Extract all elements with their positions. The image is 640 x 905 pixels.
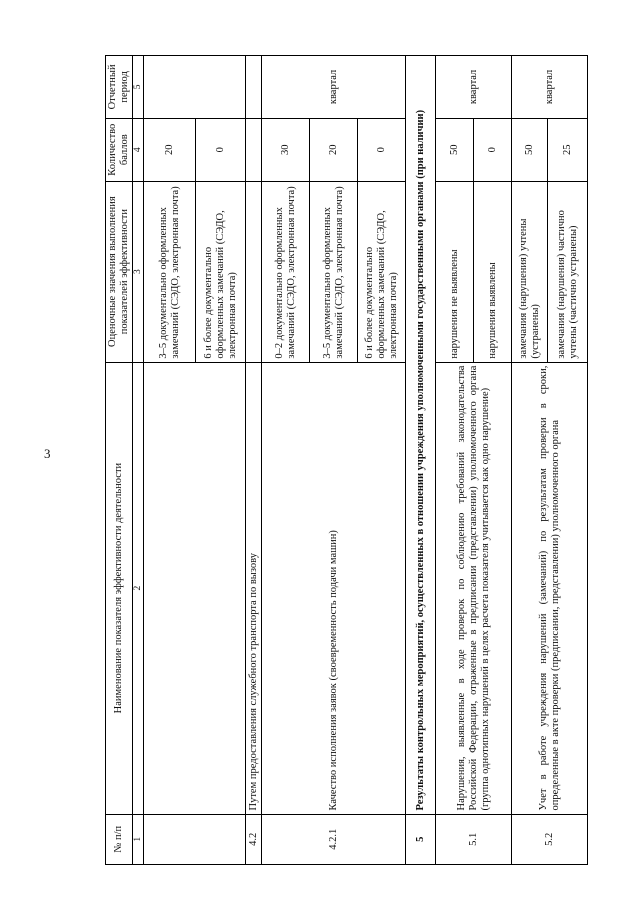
col-number: 1 [132, 814, 144, 864]
value-cell: 3–5 документально оформленных замечаний (СЭДО, электронная почта) [144, 181, 196, 362]
period-cell [144, 56, 246, 119]
value-cell: 6 и более документально оформленных замечаний (СЭДО, электронная почта) [196, 181, 246, 362]
row-num-cell: 5.1 [436, 814, 512, 864]
value-cell: нарушения не выявлены [436, 181, 474, 362]
performance-indicators-table [105, 55, 588, 865]
points-cell: 0 [196, 118, 246, 181]
row-num-cell: 4.2 [246, 814, 262, 864]
table-row [512, 56, 548, 865]
row-num-cell [144, 814, 246, 864]
column-number-row [132, 56, 144, 865]
period-cell: квартал [512, 56, 588, 119]
points-cell: 0 [358, 118, 406, 181]
row-name-cell: Учет в работе учреждения нарушений (замечаний) по результатам проверки в сроки, определенные в акте проверки (предписании, представлении) уполномоченного органа [512, 362, 588, 814]
value-cell: нарушения выявлены [474, 181, 512, 362]
row-num-cell: 5.2 [512, 814, 588, 864]
row-name-cell: Нарушения, выявленные в ходе проверок по соблюдению требований законодательства Российской Федерации, отраженные в предписании (представлении) уполномоченного органа (группа однотипных нарушений в целях расчета показателя учитывается как одно нарушение) [436, 362, 512, 814]
points-cell: 0 [474, 118, 512, 181]
header-values: Оценочные значения выполнения показателей эффективности [106, 181, 133, 362]
row-num-cell: 5 [406, 814, 436, 864]
header-num: № п/п [106, 814, 133, 864]
value-cell: 3–5 документально оформленных замечаний (СЭДО, электронная почта) [310, 181, 358, 362]
points-cell: 25 [548, 118, 588, 181]
points-cell: 20 [310, 118, 358, 181]
points-cell: 20 [144, 118, 196, 181]
row-name-cell [144, 362, 246, 814]
table-row [144, 56, 196, 865]
table-row [246, 56, 262, 865]
table-row [406, 56, 436, 865]
value-cell: замечания (нарушения) учтены (устранены) [512, 181, 548, 362]
col-number: 4 [132, 118, 144, 181]
header-period: Отчетный период [106, 56, 133, 119]
points-cell: 30 [262, 118, 310, 181]
col-number: 3 [132, 181, 144, 362]
value-cell: 0–2 документально оформленных замечаний (СЭДО, электронная почта) [262, 181, 310, 362]
page-number: 3 [44, 446, 51, 461]
header-points: Количество баллов [106, 118, 133, 181]
col-number: 5 [132, 56, 144, 119]
points-cell [246, 118, 262, 181]
table-header-row [106, 56, 133, 865]
row-name-cell: Путем предоставления служебного транспорта по вызову [246, 362, 262, 814]
row-name-cell: Качество исполнения заявок (своевременность подачи машин) [262, 362, 406, 814]
points-cell: 50 [436, 118, 474, 181]
table-row [436, 56, 474, 865]
value-cell: 6 и более документально оформленных замечаний (СЭДО, электронная почта) [358, 181, 406, 362]
table-row [262, 56, 310, 865]
points-cell: 50 [512, 118, 548, 181]
value-cell: замечания (нарушения) частично учтены (частично устранены) [548, 181, 588, 362]
period-cell: квартал [262, 56, 406, 119]
period-cell: квартал [436, 56, 512, 119]
rotated-table-container [105, 55, 615, 865]
col-number: 2 [132, 362, 144, 814]
header-name: Наименование показателя эффективности деятельности [106, 362, 133, 814]
section-title-cell: Результаты контрольных мероприятий, осуществленных в отношении учреждения уполномоченными государственными органами (при наличии) [406, 56, 436, 815]
value-cell [246, 181, 262, 362]
period-cell [246, 56, 262, 119]
row-num-cell: 4.2.1 [262, 814, 406, 864]
